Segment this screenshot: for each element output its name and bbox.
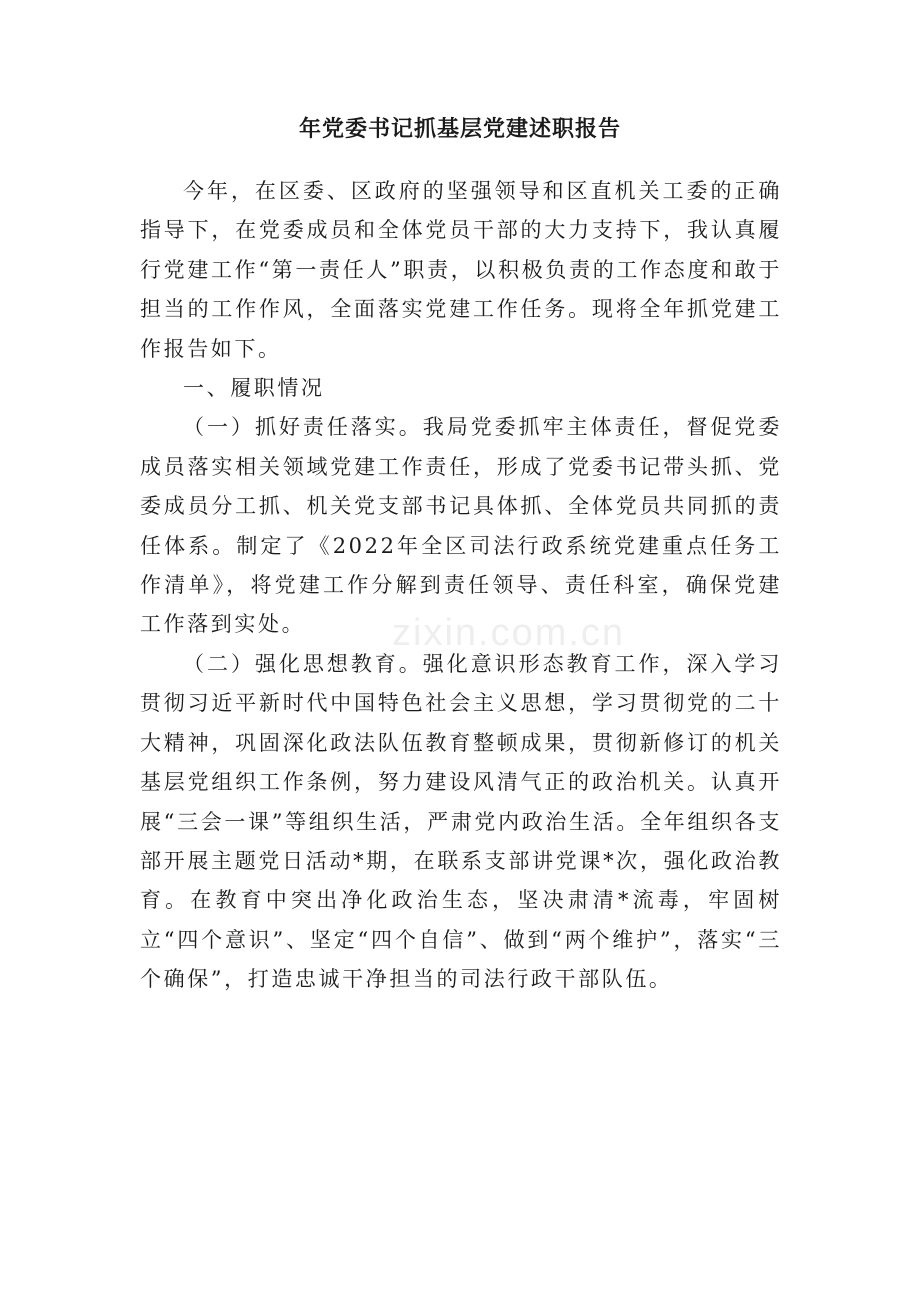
intro-paragraph: 今年，在区委、区政府的坚强领导和区直机关工委的正确指导下，在党委成员和全体党员干部的大力支持下，我认真履行党建工作“第一责任人”职责，以积极负责的工作态度和敢于担当的工作作风，全面落实党建工作任务。现将全年抓党建工作报告如下。 — [140, 179, 782, 361]
section-heading-performance: 一、履职情况 — [183, 376, 325, 401]
item-2-paragraph — [140, 645, 782, 1000]
site-watermark: zixin.com.cn — [392, 612, 626, 654]
item-1-text: 抓好责任落实。我局党委抓牢主体责任，督促党委成员落实相关领域党建工作责任，形成了党委书记带头抓、党委成员分工抓、机关党支部书记具体抓、全体党员共同抓的责任体系。制定了《2022年全区司法行政系统党建重点任务工作清单》，将党建工作分解到责任领导、责任科室，确保党建工作落到实处。 — [140, 415, 782, 637]
item-2-text: 强化思想教育。强化意识形态教育工作，深入学习贯彻习近平新时代中国特色社会主义思想，学习贯彻党的二十大精神，巩固深化政法队伍教育整顿成果，贯彻新修订的机关基层党组织工作条例，努力建设风清气正的政治机关。认真开展“三会一课”等组织生活，严肃党内政治生活。全年组织各支部开展主题党日活动*期，在联系支部讲党课*次，强化政治教育。在教育中突出净化政治生态，坚决肃清*流毒，牢固树立“四个意识”、坚定“四个自信”、做到“两个维护”，落实“三个确保”，打造忠诚干净担当的司法行政干部队伍。 — [140, 651, 782, 992]
item-2-label: （二） — [183, 651, 255, 676]
item-1-label: （一） — [183, 415, 255, 440]
document-body — [140, 172, 782, 1000]
item-1-paragraph — [140, 408, 782, 644]
document-title: 年党委书记抓基层党建述职报告 — [298, 116, 621, 142]
